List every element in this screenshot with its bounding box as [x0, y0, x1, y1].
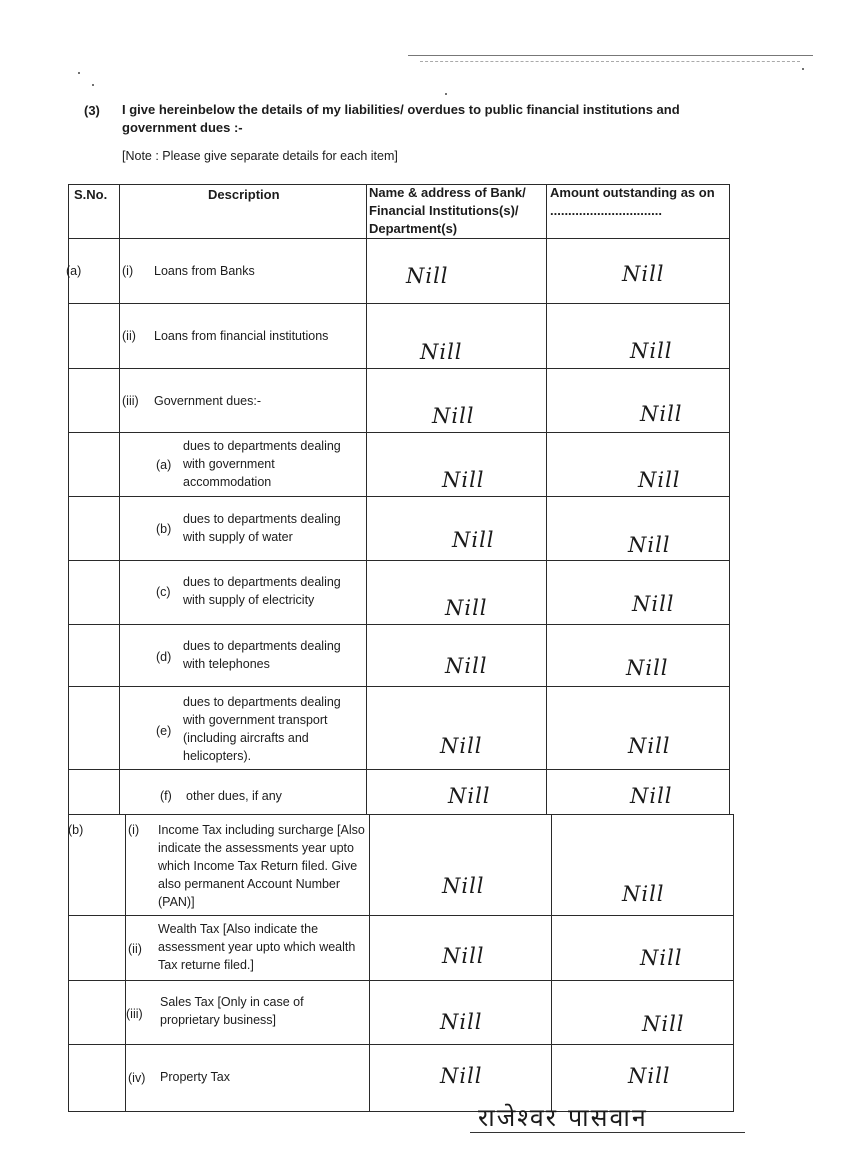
row-sno: (a) — [66, 264, 82, 278]
header-sno: S.No. — [74, 187, 108, 202]
row-bank-value: Nill — [445, 596, 488, 620]
row-amount-value: Nill — [628, 734, 671, 758]
row-amount-value: Nill — [630, 784, 673, 808]
table-border-left — [68, 184, 69, 1112]
col-divider-sno — [119, 184, 120, 814]
row-bank-value: Nill — [448, 784, 491, 808]
row-sub-index: (iii) — [126, 1007, 143, 1021]
row-amount-value: Nill — [632, 592, 675, 616]
row-divider — [68, 238, 730, 239]
row-description: Wealth Tax [Also indicate the assessment year upto which wealth Tax returne filed.] — [158, 922, 356, 972]
row-sub-index: (i) — [128, 823, 140, 837]
row-description: dues to departments dealing with telephones — [183, 639, 341, 671]
row-description: other dues, if any — [186, 789, 282, 803]
row-sub-index: (ii) — [122, 329, 136, 343]
row-bank-value: Nill — [442, 468, 485, 492]
row-divider — [68, 1044, 734, 1045]
table-border-right-lower — [733, 814, 734, 1112]
section-heading: I give hereinbelow the details of my liabilities/ overdues to public financial institutions and government dues :- — [122, 102, 680, 135]
row-description: Sales Tax [Only in case of proprietary business] — [160, 995, 304, 1027]
row-divider — [68, 368, 730, 369]
row-amount-value: Nill — [628, 1064, 671, 1088]
row-divider — [68, 769, 730, 770]
col-divider-bank — [546, 184, 547, 814]
col-divider-bank-lower — [551, 814, 552, 1112]
section-note: [Note : Please give separate details for each item] — [122, 149, 398, 163]
header-amount: Amount outstanding as on ............................... — [550, 185, 715, 218]
row-sub-letter: (c) — [156, 585, 171, 599]
row-amount-value: Nill — [642, 1012, 685, 1036]
header-description: Description — [208, 187, 280, 202]
row-bank-value: Nill — [445, 654, 488, 678]
row-divider — [68, 624, 730, 625]
row-bank-value: Nill — [440, 1010, 483, 1034]
row-divider — [68, 303, 730, 304]
row-amount-value: Nill — [640, 402, 683, 426]
row-bank-value: Nill — [432, 404, 475, 428]
row-divider — [68, 560, 730, 561]
row-bank-value: Nill — [452, 528, 495, 552]
row-description: Income Tax including surcharge [Also indicate the assessments year upto which Income Tax Return filed. Give also permanent Account Number (PAN)] — [158, 823, 365, 909]
row-bank-value: Nill — [420, 340, 463, 364]
row-bank-value: Nill — [440, 1064, 483, 1088]
row-sub-letter: (a) — [156, 458, 172, 472]
row-sub-letter: (f) — [160, 789, 172, 803]
section-number: (3) — [84, 103, 100, 118]
table-border-right — [729, 184, 730, 814]
row-amount-value: Nill — [622, 262, 665, 286]
row-sno: (b) — [68, 823, 84, 837]
row-bank-value: Nill — [440, 734, 483, 758]
col-divider-description — [366, 184, 367, 814]
row-description: dues to departments dealing with supply of electricity — [183, 575, 341, 607]
row-divider — [68, 814, 734, 815]
row-sub-index: (iv) — [128, 1071, 146, 1085]
row-amount-value: Nill — [640, 946, 683, 970]
row-bank-value: Nill — [406, 264, 449, 288]
row-amount-value: Nill — [626, 656, 669, 680]
handwritten-signature: राजेश्वर पासवान — [478, 1103, 648, 1132]
row-divider — [68, 496, 730, 497]
row-description: Government dues:- — [154, 394, 261, 408]
row-description: Loans from Banks — [154, 264, 255, 278]
row-divider — [68, 980, 734, 981]
row-sub-index: (i) — [122, 264, 134, 278]
row-description: dues to departments dealing with government accommodation — [183, 439, 341, 489]
row-bank-value: Nill — [442, 944, 485, 968]
header-bank: Name & address of Bank/ Financial Institutions(s)/ Department(s) — [369, 185, 526, 236]
row-divider — [68, 915, 734, 916]
row-bank-value: Nill — [442, 874, 485, 898]
col-divider-description-lower — [369, 814, 370, 1112]
row-sub-letter: (e) — [156, 724, 172, 738]
row-divider — [68, 686, 730, 687]
row-divider — [68, 432, 730, 433]
row-sub-letter: (d) — [156, 650, 172, 664]
row-amount-value: Nill — [638, 468, 681, 492]
row-amount-value: Nill — [630, 339, 673, 363]
row-description: Loans from financial institutions — [154, 329, 329, 343]
row-description: dues to departments dealing with supply of water — [183, 512, 341, 544]
row-sub-letter: (b) — [156, 522, 172, 536]
row-sub-index: (ii) — [128, 942, 142, 956]
row-sub-index: (iii) — [122, 394, 139, 408]
signature-underline — [470, 1132, 745, 1133]
row-amount-value: Nill — [628, 533, 671, 557]
row-description: dues to departments dealing with government transport (including aircrafts and helicopters). — [183, 695, 341, 763]
col-divider-sno-lower — [125, 814, 126, 1112]
row-description: Property Tax — [160, 1070, 230, 1084]
row-amount-value: Nill — [622, 882, 665, 906]
